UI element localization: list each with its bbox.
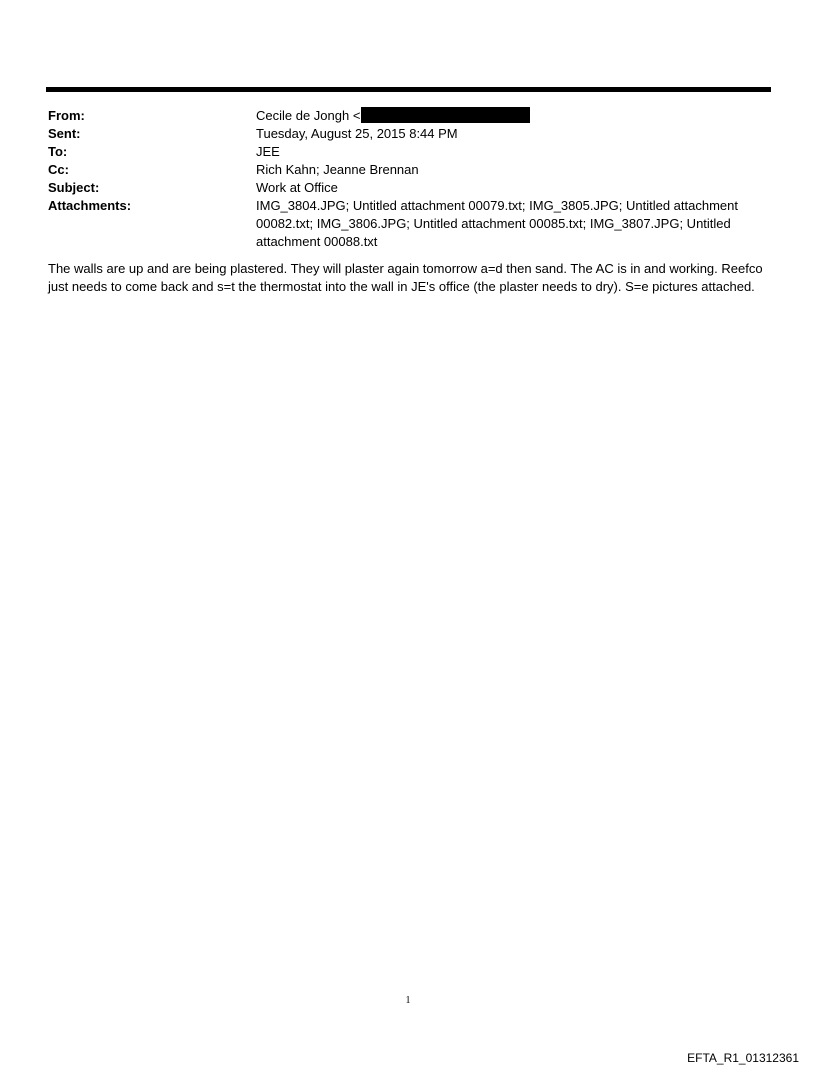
document-id: EFTA_R1_01312361 <box>687 1051 799 1065</box>
email-body: The walls are up and are being plastered. They will plaster again tomorrow a=d then sand. The AC is in and working. Reefco just needs to come back and s=t the thermostat into the wall in JE's office (the plaster needs to dry). S=e pictures attached. <box>48 261 763 294</box>
from-value <box>256 107 768 125</box>
page-number: 1 <box>405 995 411 1006</box>
sent-label: Sent: <box>48 126 81 141</box>
attachments-label: Attachments: <box>48 198 132 213</box>
redaction-block <box>361 107 530 123</box>
cc-row <box>48 161 768 179</box>
to-label: To: <box>48 144 68 159</box>
to-row <box>48 143 768 161</box>
subject-label: Subject: <box>48 180 100 195</box>
sender-name: Cecile de Jongh < <box>256 108 361 123</box>
from-label: From: <box>48 108 85 123</box>
to-value: JEE <box>256 144 280 159</box>
cc-label: Cc: <box>48 162 69 177</box>
subject-value: Work at Office <box>256 180 338 195</box>
email-header <box>48 107 768 251</box>
subject-row <box>48 179 768 197</box>
from-row <box>48 107 768 125</box>
sent-value: Tuesday, August 25, 2015 8:44 PM <box>256 126 458 141</box>
attachments-row <box>48 197 768 251</box>
sent-row <box>48 125 768 143</box>
cc-value: Rich Kahn; Jeanne Brennan <box>256 162 419 177</box>
attachments-value: IMG_3804.JPG; Untitled attachment 00079.txt; IMG_3805.JPG; Untitled attachment 00082.txt; IMG_3806.JPG; Untitled attachment 00085.txt; IMG_3807.JPG; Untitled attachment 00088.txt <box>256 198 738 249</box>
header-rule <box>46 87 771 92</box>
